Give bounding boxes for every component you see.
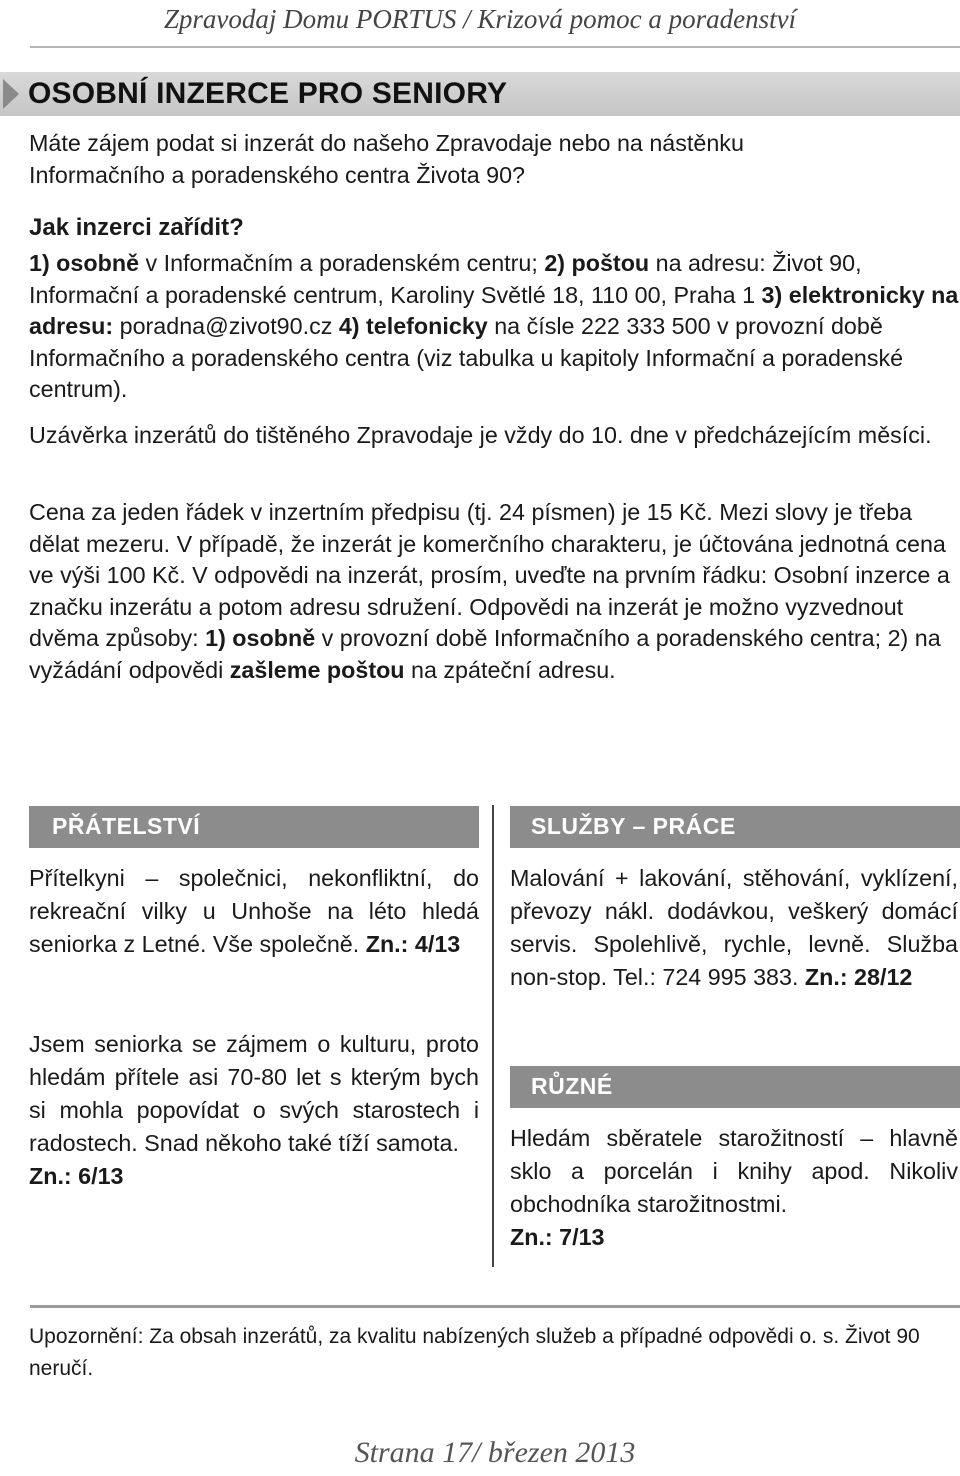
- category-label-misc: RŮZNÉ: [531, 1073, 613, 1099]
- column-divider: [492, 805, 494, 1267]
- ad-code: Zn.: 6/13: [29, 1163, 124, 1189]
- ad-code: Zn.: 28/12: [804, 964, 913, 990]
- howto-text-2: na adresu: Život 90, Informační a poradenské centrum, Karoliny Světlé 18, 110 00, Praha 1: [29, 250, 862, 308]
- howto-paragraph: [29, 248, 959, 406]
- howto-heading: Jak inzerci zařídit?: [29, 214, 244, 241]
- method-electronic: 3) elektronicky na adresu:: [29, 281, 959, 339]
- ad-friendship-2: [29, 1028, 479, 1193]
- price-text-1: Cena za jeden řádek v inzertním předpisu (tj. 24 písmen) je 15 Kč. Mezi slovy je třeba dělat mezeru. V případě, že inzerát je komerčního charakteru, je účtována jednotná cena ve výši 100 Kč. V odpovědi na inzerát, prosím, uveďte na prvním řádku: Osobní inzerce a značku inzerátu a potom adresu sdružení. Odpovědi na inzerát je možno vyzvednout dvěma způsoby:: [29, 499, 950, 651]
- ad-code: Zn.: 7/13: [510, 1224, 605, 1250]
- section-title: OSOBNÍ INZERCE PRO SENIORY: [28, 77, 508, 110]
- method-post: 2) poštou: [544, 250, 650, 276]
- liability-notice: Upozornění: Za obsah inzerátů, za kvalitu nabízených služeb a případné odpovědi o. s. Život 90 neručí.: [29, 1325, 920, 1380]
- notice-rule: [30, 1305, 960, 1308]
- price-text-2: v provozní době Informačního a poradenského centra; 2) na vyžádání odpovědi: [29, 625, 941, 683]
- ad-services-1: [510, 862, 958, 994]
- arrow-right-icon: [3, 79, 19, 109]
- howto-text-4: na čísle 222 333 500 v provozní době Informačního a poradenského centra (viz tabulka u kapitoly Informační a poradenské centrum).: [29, 313, 904, 402]
- intro-line-2: Informačního a poradenského centra Života 90?: [29, 161, 526, 188]
- category-label-friendship: PŘÁTELSTVÍ: [52, 813, 201, 839]
- ad-text: Jsem seniorka se zájmem o kulturu, proto hledám přítele asi 70-80 let s kterým bych si mohla popovídat o svých starostech i radostech. Snad někoho také tíží samota.: [29, 1031, 479, 1156]
- price-text-3: na zpáteční adresu.: [404, 656, 616, 683]
- deadline-paragraph: Uzávěrka inzerátů do tištěného Zpravodaje je vždy do 10. dne v předcházejícím měsíci.: [29, 422, 932, 448]
- method-phone: 4) telefonicky: [338, 313, 488, 339]
- ad-text: Přítelkyni – společnici, nekonfliktní, do rekreační vilky u Unhoše na léto hledá seniorka z Letné. Vše společně.: [29, 865, 479, 957]
- intro-line-1: Máte zájem podat si inzerát do našeho Zpravodaje nebo na nástěnku: [29, 130, 744, 156]
- ad-text: Hledám sběratele starožitností – hlavně sklo a porcelán i knihy apod. Nikoliv obchodníka starožitnostmi.: [510, 1125, 958, 1217]
- reply-by-post: zašleme poštou: [229, 656, 405, 683]
- page-footer: Strana 17/ březen 2013: [354, 1436, 636, 1469]
- howto-text-1: v Informačním a poradenském centru;: [139, 250, 545, 276]
- method-in-person: 1) osobně: [29, 250, 140, 276]
- ad-code: Zn.: 4/13: [365, 931, 461, 957]
- email-address: poradna@zivot90.cz: [113, 313, 339, 339]
- ad-friendship-1: [29, 862, 479, 961]
- running-header: Zpravodaj Domu PORTUS / Krizová pomoc a poradenství: [163, 4, 797, 34]
- intro-paragraph: [29, 128, 959, 191]
- ad-text: Malování + lakování, stěhování, vyklízení, převozy nákl. dodávkou, veškerý domácí servis. Spolehlivě, rychle, levně. Služba non-stop. Tel.: 724 995 383.: [510, 865, 958, 990]
- price-paragraph: [29, 497, 959, 686]
- category-label-services: SLUŽBY – PRÁCE: [531, 813, 736, 839]
- ad-misc-1: [510, 1122, 958, 1254]
- header-rule: [30, 46, 960, 48]
- reply-in-person: 1) osobně: [205, 625, 316, 651]
